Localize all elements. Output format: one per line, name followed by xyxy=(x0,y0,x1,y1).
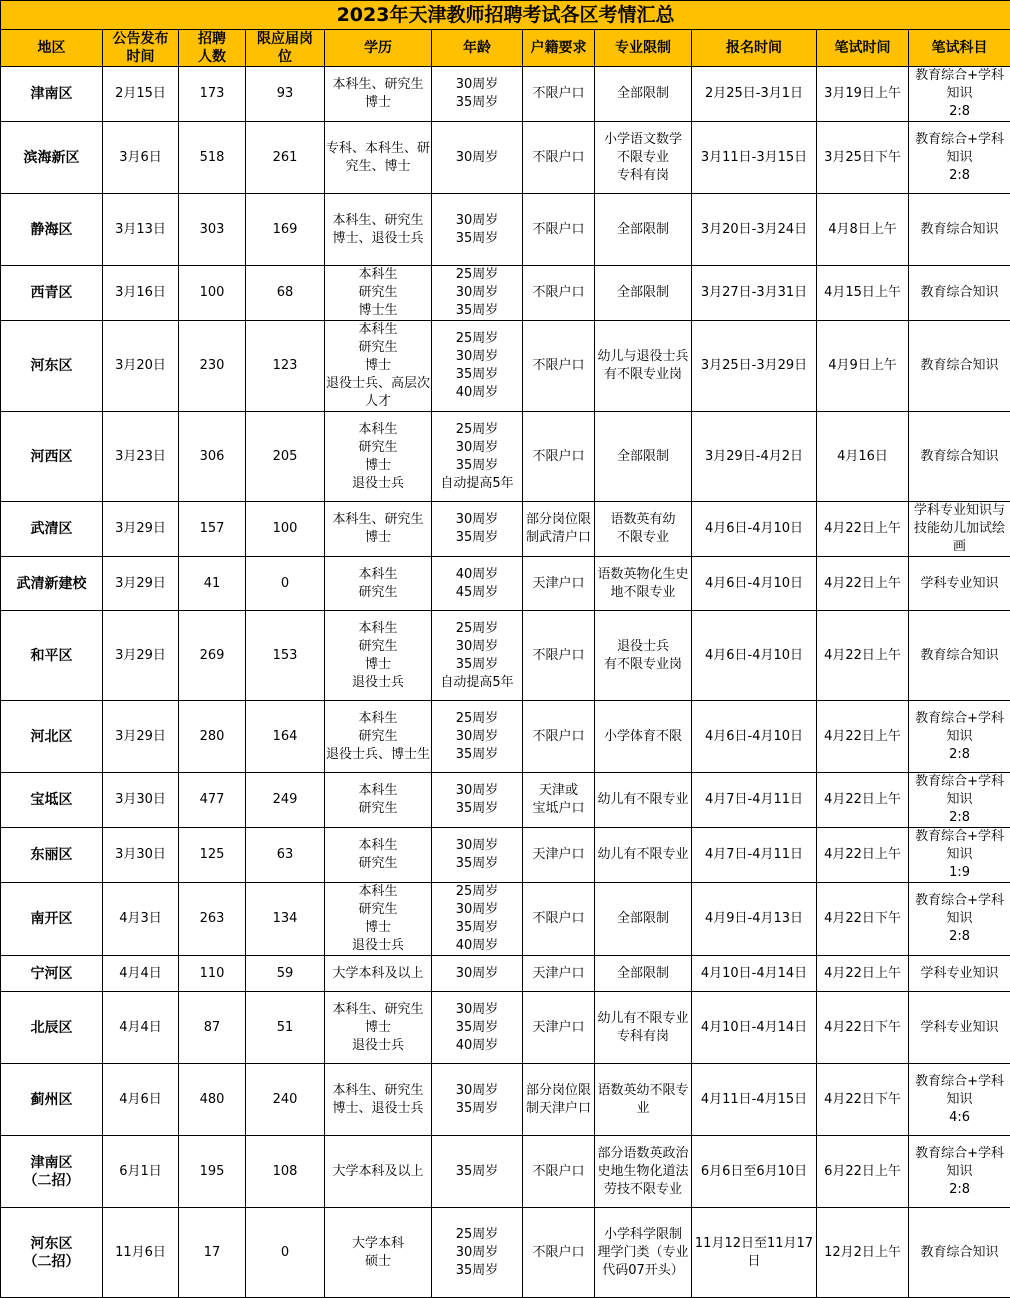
education-cell: 本科生、研究生 博士 退役士兵 xyxy=(325,992,432,1064)
exam-time-cell: 4月22日下午 xyxy=(817,1064,909,1136)
exam-time-cell: 6月22日上午 xyxy=(817,1136,909,1208)
announce-date-cell: 2月15日 xyxy=(103,67,179,122)
education-cell: 本科生 研究生 退役士兵、博士生 xyxy=(325,701,432,773)
announce-date-cell: 4月4日 xyxy=(103,992,179,1064)
col-header-recruit-count: 招聘 人数 xyxy=(179,30,246,67)
hukou-cell: 不限户口 xyxy=(523,67,595,122)
signup-period-cell: 4月7日-4月11日 xyxy=(692,773,817,828)
recruit-count-cell: 480 xyxy=(179,1064,246,1136)
announce-date-cell: 3月29日 xyxy=(103,557,179,611)
education-cell: 大学本科及以上 xyxy=(325,956,432,992)
recruit-count-cell: 477 xyxy=(179,773,246,828)
announce-date-cell: 3月13日 xyxy=(103,194,179,266)
announce-date-cell: 3月23日 xyxy=(103,412,179,502)
recruit-count-cell: 87 xyxy=(179,992,246,1064)
district-cell: 津南区 （二招） xyxy=(1,1136,103,1208)
exam-subject-cell: 教育综合+学科 知识 2:8 xyxy=(909,122,1010,194)
col-header-district: 地区 xyxy=(1,30,103,67)
major-limit-cell: 语数英有幼 不限专业 xyxy=(595,502,692,557)
signup-period-cell: 3月25日-3月29日 xyxy=(692,321,817,412)
announce-date-cell: 3月16日 xyxy=(103,266,179,321)
major-limit-cell: 全部限制 xyxy=(595,412,692,502)
recruit-count-cell: 306 xyxy=(179,412,246,502)
signup-period-cell: 4月6日-4月10日 xyxy=(692,701,817,773)
age-cell: 25周岁 30周岁 35周岁 40周岁 xyxy=(432,321,523,412)
age-cell: 25周岁 30周岁 35周岁 xyxy=(432,1208,523,1298)
recruit-count-cell: 280 xyxy=(179,701,246,773)
recruit-count-cell: 110 xyxy=(179,956,246,992)
district-cell: 武清区 xyxy=(1,502,103,557)
exam-time-cell: 12月2日上午 xyxy=(817,1208,909,1298)
hukou-cell: 不限户口 xyxy=(523,412,595,502)
education-cell: 本科生 研究生 博士生 xyxy=(325,266,432,321)
exam-subject-cell: 教育综合知识 xyxy=(909,412,1010,502)
exam-time-cell: 4月9日上午 xyxy=(817,321,909,412)
table-row xyxy=(1,1208,1010,1298)
education-cell: 本科生 研究生 xyxy=(325,828,432,883)
signup-period-cell: 4月6日-4月10日 xyxy=(692,502,817,557)
graduate-positions-cell: 63 xyxy=(246,828,325,883)
age-cell: 25周岁 30周岁 35周岁 自动提高5年 xyxy=(432,412,523,502)
signup-period-cell: 11月12日至11月17日 xyxy=(692,1208,817,1298)
table-row xyxy=(1,412,1010,502)
age-cell: 25周岁 30周岁 35周岁 自动提高5年 xyxy=(432,611,523,701)
hukou-cell: 不限户口 xyxy=(523,701,595,773)
hukou-cell: 不限户口 xyxy=(523,883,595,956)
exam-time-cell: 4月15日上午 xyxy=(817,266,909,321)
major-limit-cell: 全部限制 xyxy=(595,956,692,992)
hukou-cell: 部分岗位限 制武清户口 xyxy=(523,502,595,557)
exam-subject-cell: 教育综合知识 xyxy=(909,194,1010,266)
col-header-major-limit: 专业限制 xyxy=(595,30,692,67)
hukou-cell: 不限户口 xyxy=(523,611,595,701)
table-row xyxy=(1,67,1010,122)
signup-period-cell: 3月27日-3月31日 xyxy=(692,266,817,321)
major-limit-cell: 全部限制 xyxy=(595,67,692,122)
recruit-count-cell: 269 xyxy=(179,611,246,701)
recruit-count-cell: 100 xyxy=(179,266,246,321)
exam-time-cell: 4月22日上午 xyxy=(817,701,909,773)
table-row xyxy=(1,883,1010,956)
education-cell: 本科生、研究生 博士、退役士兵 xyxy=(325,1064,432,1136)
signup-period-cell: 4月6日-4月10日 xyxy=(692,557,817,611)
signup-period-cell: 4月11日-4月15日 xyxy=(692,1064,817,1136)
exam-subject-cell: 教育综合+学科 知识 2:8 xyxy=(909,67,1010,122)
district-cell: 宁河区 xyxy=(1,956,103,992)
announce-date-cell: 11月6日 xyxy=(103,1208,179,1298)
graduate-positions-cell: 59 xyxy=(246,956,325,992)
signup-period-cell: 4月10日-4月14日 xyxy=(692,992,817,1064)
major-limit-cell: 全部限制 xyxy=(595,883,692,956)
exam-subject-cell: 教育综合+学科 知识 4:6 xyxy=(909,1064,1010,1136)
col-header-hukou: 户籍要求 xyxy=(523,30,595,67)
graduate-positions-cell: 108 xyxy=(246,1136,325,1208)
graduate-positions-cell: 100 xyxy=(246,502,325,557)
recruit-count-cell: 195 xyxy=(179,1136,246,1208)
announce-date-cell: 3月30日 xyxy=(103,828,179,883)
col-header-education: 学历 xyxy=(325,30,432,67)
exam-subject-cell: 学科专业知识 xyxy=(909,557,1010,611)
table-title: 2023年天津教师招聘考试各区考情汇总 xyxy=(1,1,1010,30)
table-row xyxy=(1,611,1010,701)
table-row xyxy=(1,266,1010,321)
graduate-positions-cell: 153 xyxy=(246,611,325,701)
table-row xyxy=(1,502,1010,557)
major-limit-cell: 幼儿有不限专业 xyxy=(595,773,692,828)
announce-date-cell: 6月1日 xyxy=(103,1136,179,1208)
announce-date-cell: 3月6日 xyxy=(103,122,179,194)
age-cell: 30周岁 35周岁 xyxy=(432,194,523,266)
district-cell: 静海区 xyxy=(1,194,103,266)
hukou-cell: 部分岗位限 制天津户口 xyxy=(523,1064,595,1136)
hukou-cell: 天津户口 xyxy=(523,828,595,883)
district-cell: 河西区 xyxy=(1,412,103,502)
education-cell: 专科、本科生、研 究生、博士 xyxy=(325,122,432,194)
hukou-cell: 天津或 宝坻户口 xyxy=(523,773,595,828)
major-limit-cell: 幼儿有不限专业 专科有岗 xyxy=(595,992,692,1064)
graduate-positions-cell: 0 xyxy=(246,557,325,611)
age-cell: 30周岁 35周岁 xyxy=(432,502,523,557)
education-cell: 本科生、研究生 博士、退役士兵 xyxy=(325,194,432,266)
announce-date-cell: 3月20日 xyxy=(103,321,179,412)
hukou-cell: 不限户口 xyxy=(523,194,595,266)
exam-subject-cell: 教育综合知识 xyxy=(909,611,1010,701)
recruit-count-cell: 41 xyxy=(179,557,246,611)
age-cell: 30周岁 xyxy=(432,956,523,992)
age-cell: 25周岁 30周岁 35周岁 40周岁 xyxy=(432,883,523,956)
graduate-positions-cell: 93 xyxy=(246,67,325,122)
col-header-graduate-positions: 限应届岗 位 xyxy=(246,30,325,67)
table-row xyxy=(1,773,1010,828)
exam-subject-cell: 教育综合+学科 知识 2:8 xyxy=(909,883,1010,956)
graduate-positions-cell: 240 xyxy=(246,1064,325,1136)
col-header-announce-date: 公告发布 时间 xyxy=(103,30,179,67)
signup-period-cell: 4月9日-4月13日 xyxy=(692,883,817,956)
district-cell: 武清新建校 xyxy=(1,557,103,611)
col-header-exam-time: 笔试时间 xyxy=(817,30,909,67)
signup-period-cell: 3月29日-4月2日 xyxy=(692,412,817,502)
table-row xyxy=(1,956,1010,992)
major-limit-cell: 全部限制 xyxy=(595,266,692,321)
exam-time-cell: 4月22日上午 xyxy=(817,828,909,883)
signup-period-cell: 2月25日-3月1日 xyxy=(692,67,817,122)
age-cell: 35周岁 xyxy=(432,1136,523,1208)
exam-time-cell: 4月22日下午 xyxy=(817,992,909,1064)
announce-date-cell: 4月3日 xyxy=(103,883,179,956)
graduate-positions-cell: 249 xyxy=(246,773,325,828)
table-row xyxy=(1,194,1010,266)
education-cell: 本科生、研究生 博士 xyxy=(325,502,432,557)
recruit-count-cell: 17 xyxy=(179,1208,246,1298)
hukou-cell: 天津户口 xyxy=(523,956,595,992)
graduate-positions-cell: 169 xyxy=(246,194,325,266)
recruit-count-cell: 230 xyxy=(179,321,246,412)
exam-time-cell: 3月19日上午 xyxy=(817,67,909,122)
signup-period-cell: 4月6日-4月10日 xyxy=(692,611,817,701)
signup-period-cell: 4月7日-4月11日 xyxy=(692,828,817,883)
district-cell: 北辰区 xyxy=(1,992,103,1064)
col-header-signup-period: 报名时间 xyxy=(692,30,817,67)
hukou-cell: 不限户口 xyxy=(523,321,595,412)
table-row xyxy=(1,557,1010,611)
announce-date-cell: 3月29日 xyxy=(103,502,179,557)
age-cell: 30周岁 xyxy=(432,122,523,194)
hukou-cell: 不限户口 xyxy=(523,122,595,194)
age-cell: 30周岁 35周岁 xyxy=(432,67,523,122)
exam-time-cell: 4月22日上午 xyxy=(817,557,909,611)
age-cell: 25周岁 30周岁 35周岁 xyxy=(432,266,523,321)
exam-subject-cell: 教育综合知识 xyxy=(909,1208,1010,1298)
district-cell: 滨海新区 xyxy=(1,122,103,194)
education-cell: 本科生 研究生 博士 退役士兵 xyxy=(325,412,432,502)
graduate-positions-cell: 123 xyxy=(246,321,325,412)
graduate-positions-cell: 205 xyxy=(246,412,325,502)
education-cell: 本科生 研究生 博士 退役士兵 xyxy=(325,611,432,701)
major-limit-cell: 语数英物化生史 地不限专业 xyxy=(595,557,692,611)
recruit-count-cell: 173 xyxy=(179,67,246,122)
hukou-cell: 天津户口 xyxy=(523,992,595,1064)
exam-subject-cell: 教育综合知识 xyxy=(909,266,1010,321)
table-row xyxy=(1,992,1010,1064)
table-row xyxy=(1,828,1010,883)
graduate-positions-cell: 68 xyxy=(246,266,325,321)
graduate-positions-cell: 0 xyxy=(246,1208,325,1298)
graduate-positions-cell: 164 xyxy=(246,701,325,773)
district-cell: 河东区 （二招） xyxy=(1,1208,103,1298)
major-limit-cell: 语数英幼不限专 业 xyxy=(595,1064,692,1136)
announce-date-cell: 4月4日 xyxy=(103,956,179,992)
exam-subject-cell: 教育综合+学科 知识 2:8 xyxy=(909,701,1010,773)
district-cell: 东丽区 xyxy=(1,828,103,883)
major-limit-cell: 全部限制 xyxy=(595,194,692,266)
major-limit-cell: 幼儿与退役士兵 有不限专业岗 xyxy=(595,321,692,412)
district-cell: 南开区 xyxy=(1,883,103,956)
exam-time-cell: 4月22日上午 xyxy=(817,773,909,828)
announce-date-cell: 4月6日 xyxy=(103,1064,179,1136)
hukou-cell: 不限户口 xyxy=(523,1136,595,1208)
table-row xyxy=(1,321,1010,412)
table-row xyxy=(1,701,1010,773)
table-row xyxy=(1,1136,1010,1208)
signup-period-cell: 3月11日-3月15日 xyxy=(692,122,817,194)
district-cell: 河北区 xyxy=(1,701,103,773)
major-limit-cell: 部分语数英政治 史地生物化道法 劳技不限专业 xyxy=(595,1136,692,1208)
title-row xyxy=(1,1,1010,30)
district-cell: 蓟州区 xyxy=(1,1064,103,1136)
exam-time-cell: 4月16日 xyxy=(817,412,909,502)
hukou-cell: 不限户口 xyxy=(523,266,595,321)
exam-time-cell: 4月22日上午 xyxy=(817,611,909,701)
announce-date-cell: 3月29日 xyxy=(103,611,179,701)
hukou-cell: 不限户口 xyxy=(523,1208,595,1298)
header-row xyxy=(1,30,1010,67)
table-row xyxy=(1,1064,1010,1136)
exam-subject-cell: 教育综合+学科 知识 1:9 xyxy=(909,828,1010,883)
exam-subject-cell: 学科专业知识 xyxy=(909,992,1010,1064)
age-cell: 30周岁 35周岁 xyxy=(432,828,523,883)
graduate-positions-cell: 134 xyxy=(246,883,325,956)
district-cell: 津南区 xyxy=(1,67,103,122)
district-cell: 河东区 xyxy=(1,321,103,412)
major-limit-cell: 小学体育不限 xyxy=(595,701,692,773)
age-cell: 30周岁 35周岁 xyxy=(432,1064,523,1136)
district-cell: 宝坻区 xyxy=(1,773,103,828)
table-row xyxy=(1,122,1010,194)
recruit-count-cell: 263 xyxy=(179,883,246,956)
age-cell: 25周岁 30周岁 35周岁 xyxy=(432,701,523,773)
col-header-exam-subject: 笔试科目 xyxy=(909,30,1010,67)
graduate-positions-cell: 51 xyxy=(246,992,325,1064)
col-header-age: 年龄 xyxy=(432,30,523,67)
age-cell: 30周岁 35周岁 xyxy=(432,773,523,828)
recruit-count-cell: 157 xyxy=(179,502,246,557)
exam-time-cell: 3月25日下午 xyxy=(817,122,909,194)
exam-subject-cell: 教育综合+学科 知识 2:8 xyxy=(909,1136,1010,1208)
education-cell: 本科生 研究生 xyxy=(325,773,432,828)
exam-time-cell: 4月22日上午 xyxy=(817,502,909,557)
major-limit-cell: 小学科学限制 理学门类（专业 代码07开头） xyxy=(595,1208,692,1298)
exam-subject-cell: 学科专业知识 xyxy=(909,956,1010,992)
signup-period-cell: 6月6日至6月10日 xyxy=(692,1136,817,1208)
age-cell: 30周岁 35周岁 40周岁 xyxy=(432,992,523,1064)
education-cell: 本科生 研究生 xyxy=(325,557,432,611)
recruit-count-cell: 125 xyxy=(179,828,246,883)
exam-subject-cell: 学科专业知识与 技能幼儿加试绘 画 xyxy=(909,502,1010,557)
education-cell: 大学本科及以上 xyxy=(325,1136,432,1208)
recruit-count-cell: 518 xyxy=(179,122,246,194)
education-cell: 大学本科 硕士 xyxy=(325,1208,432,1298)
hukou-cell: 天津户口 xyxy=(523,557,595,611)
major-limit-cell: 幼儿有不限专业 xyxy=(595,828,692,883)
education-cell: 本科生 研究生 博士 退役士兵、高层次 人才 xyxy=(325,321,432,412)
major-limit-cell: 退役士兵 有不限专业岗 xyxy=(595,611,692,701)
education-cell: 本科生 研究生 博士 退役士兵 xyxy=(325,883,432,956)
education-cell: 本科生、研究生 博士 xyxy=(325,67,432,122)
signup-period-cell: 3月20日-3月24日 xyxy=(692,194,817,266)
graduate-positions-cell: 261 xyxy=(246,122,325,194)
announce-date-cell: 3月29日 xyxy=(103,701,179,773)
recruit-count-cell: 303 xyxy=(179,194,246,266)
exam-subject-cell: 教育综合知识 xyxy=(909,321,1010,412)
exam-time-cell: 4月8日上午 xyxy=(817,194,909,266)
announce-date-cell: 3月30日 xyxy=(103,773,179,828)
district-cell: 西青区 xyxy=(1,266,103,321)
exam-time-cell: 4月22日下午 xyxy=(817,883,909,956)
exam-subject-cell: 教育综合+学科 知识 2:8 xyxy=(909,773,1010,828)
major-limit-cell: 小学语文数学 不限专业 专科有岗 xyxy=(595,122,692,194)
age-cell: 40周岁 45周岁 xyxy=(432,557,523,611)
signup-period-cell: 4月10日-4月14日 xyxy=(692,956,817,992)
district-cell: 和平区 xyxy=(1,611,103,701)
exam-time-cell: 4月22日上午 xyxy=(817,956,909,992)
